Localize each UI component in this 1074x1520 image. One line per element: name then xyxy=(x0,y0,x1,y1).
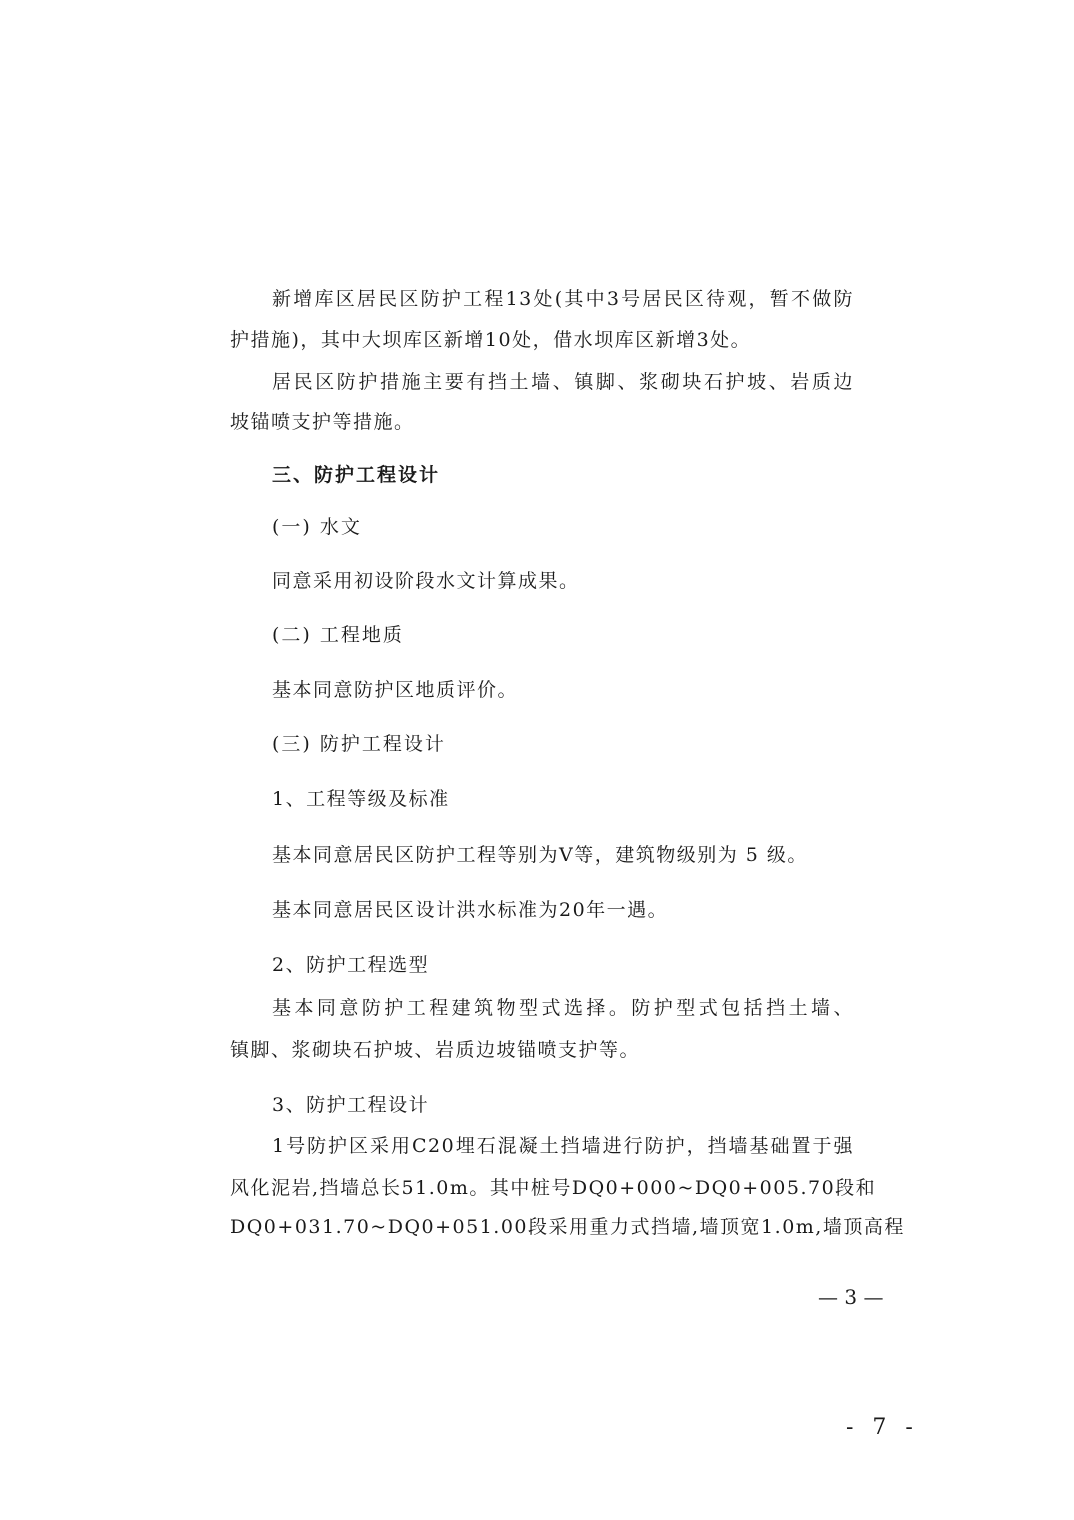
item-2-line-1: 基本同意防护工程建筑物型式选择。防护型式包括挡土墙、 xyxy=(272,997,854,1019)
item-1-text-1: 基本同意居民区防护工程等别为V等，建筑物级别为 5 级。 xyxy=(272,844,808,866)
hydrology-text: 同意采用初设阶段水文计算成果。 xyxy=(272,570,580,592)
item-1-heading: 1、工程等级及标准 xyxy=(272,788,450,810)
subsection-heading-geology: (二) 工程地质 xyxy=(272,624,404,646)
item-3-heading: 3、防护工程设计 xyxy=(272,1094,430,1116)
subsection-heading-hydrology: (一) 水文 xyxy=(272,516,362,538)
item-3-line-1: 1号防护区采用C20埋石混凝土挡墙进行防护，挡墙基础置于强 xyxy=(272,1135,854,1157)
paragraph-1-line-2: 护措施)，其中大坝库区新增10处，借水坝库区新增3处。 xyxy=(230,329,752,351)
item-2-heading: 2、防护工程选型 xyxy=(272,954,430,976)
paragraph-2-line-1: 居民区防护措施主要有挡土墙、镇脚、浆砌块石护坡、岩质边 xyxy=(272,371,854,393)
item-3-line-3: DQ0+031.70~DQ0+051.00段采用重力式挡墙,墙顶宽1.0m,墙顶高程 xyxy=(230,1216,905,1238)
item-2-line-2: 镇脚、浆砌块石护坡、岩质边坡锚喷支护等。 xyxy=(230,1039,641,1061)
item-1-text-2: 基本同意居民区设计洪水标准为20年一遇。 xyxy=(272,899,669,921)
inner-page-number: — 3 — xyxy=(818,1285,884,1309)
item-3-line-2: 风化泥岩,挡墙总长51.0m。其中桩号DQ0+000~DQ0+005.70段和 xyxy=(230,1177,877,1199)
paragraph-2-line-2: 坡锚喷支护等措施。 xyxy=(230,411,415,433)
outer-page-number: - 7 - xyxy=(846,1415,919,1440)
paragraph-1-line-1: 新增库区居民区防护工程13处(其中3号居民区待观，暂不做防 xyxy=(272,288,854,310)
section-heading-3: 三、防护工程设计 xyxy=(272,464,441,486)
geology-text: 基本同意防护区地质评价。 xyxy=(272,679,519,701)
subsection-heading-protection-design: (三) 防护工程设计 xyxy=(272,733,446,755)
